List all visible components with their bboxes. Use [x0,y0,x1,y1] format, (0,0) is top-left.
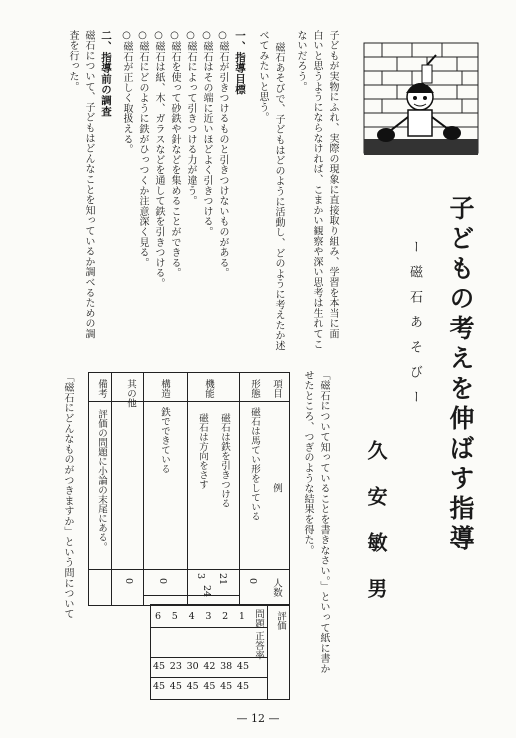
post-6: 45 [153,681,166,692]
survey-table [88,372,290,606]
row-form-item: 形態 [249,379,260,398]
post-rates [153,681,249,692]
problem-3: 3 [205,611,212,622]
pre-rates [153,661,249,672]
question-text: 「磁石にどんなものがつきますか」という問について [62,372,73,620]
header-example: 例 [271,483,282,493]
survey-text-1: 「磁石について知っていることを書きなさい。」といって紙に書か [318,370,329,674]
row-function-count-2: 3 [195,573,206,580]
intro-line-4: 磁石あそびで、子どもはどのように活動し、どのように考えたか述 [273,42,284,351]
post-5: 45 [169,681,182,692]
row-other-count: 0 [123,578,134,585]
row-other-item: 其の他 [125,379,136,408]
row-function-count-1: 21 [217,573,228,586]
correct-rate-header: 正答率 [253,631,264,660]
problem-1: 1 [238,611,245,622]
intro-line-2: 白いと思うようにならなければ、こまかい観察や深い思考は生れてこ [311,30,322,350]
note-label: 備考 [96,379,107,398]
problem-5: 5 [171,611,178,622]
survey-text-2: せたところ、つぎのような結果を得た。 [302,370,313,556]
objective-item-7: ○磁石が正しく取扱える。 [121,30,132,155]
post-3: 45 [203,681,216,692]
post-1: 45 [236,681,249,692]
row-form-count: 0 [247,578,258,585]
pre-1: 45 [236,661,249,672]
row-structure-count: 0 [157,578,168,585]
section2-line-1: 磁石について、子どもはどんなことを知っているか調べるための調 [83,30,94,339]
pre-2: 38 [220,661,233,672]
problem-header: 問題 [253,609,264,628]
problem-2: 2 [222,611,229,622]
intro-line-1: 子どもが実物にふれ、実際の現象に直接取り組み、学習を本当に面 [327,30,338,339]
problem-4: 4 [188,611,195,622]
objective-item-6: ○磁石にどのように鉄がひっつくか注意深く見る。 [137,30,148,268]
article-title: 子どもの考えを伸ばす指導 [446,195,475,555]
objective-item-2: ○磁石はその端に近いほどよく引きつける。 [201,30,212,237]
problem-numbers [155,611,245,622]
header-count: 人数 [271,578,282,597]
objective-item-1: ○磁石が引きつけるものと引きつけないものがある。 [217,30,228,279]
pre-4: 30 [186,661,199,672]
header-item: 項目 [271,379,282,398]
section1-heading: 一、指導目標 [234,30,246,95]
section2-line-2: 査を行った。 [67,30,78,92]
post-2: 45 [220,681,233,692]
author-name: 久安敏男 [364,440,388,624]
intro-line-3: ないだろう。 [295,30,306,92]
cartoon-illustration [362,35,480,161]
pre-3: 42 [203,661,216,672]
note-text: 評価の問題に小論の末尾にある。 [96,409,107,552]
pre-5: 23 [169,661,182,672]
row-structure-item: 構造 [159,379,170,398]
evaluation-header: 評価 [275,611,286,630]
article-subtitle: ー磁石あそびー [407,240,422,415]
evaluation-table [150,604,290,700]
row-structure-example: 鉄でできている [159,407,170,474]
problem-6: 6 [155,611,162,622]
row-function-item: 機能 [203,379,214,398]
objective-item-5: ○磁石は紙、木、ガラスなどを通して鉄を引きつける。 [153,30,164,289]
post-4: 45 [186,681,199,692]
objective-item-3: ○磁石によって引きつける力が違う。 [185,30,196,207]
row-function-total: 24 [201,585,212,598]
intro-line-5: べてみたいと思う。 [257,30,268,123]
page-number: — 12 — [236,712,280,725]
pre-6: 45 [153,661,166,672]
row-function-example-1: 磁石は鉄を引きつける [219,413,230,508]
objective-item-4: ○磁石を使って砂鉄や針などを集めることができる。 [169,30,180,279]
row-function-example-2: 磁石は方向をさす [197,413,208,489]
section2-heading: 二、指導前の調査 [100,30,112,117]
row-form-example: 磁石は馬てい形をしている [249,407,260,521]
